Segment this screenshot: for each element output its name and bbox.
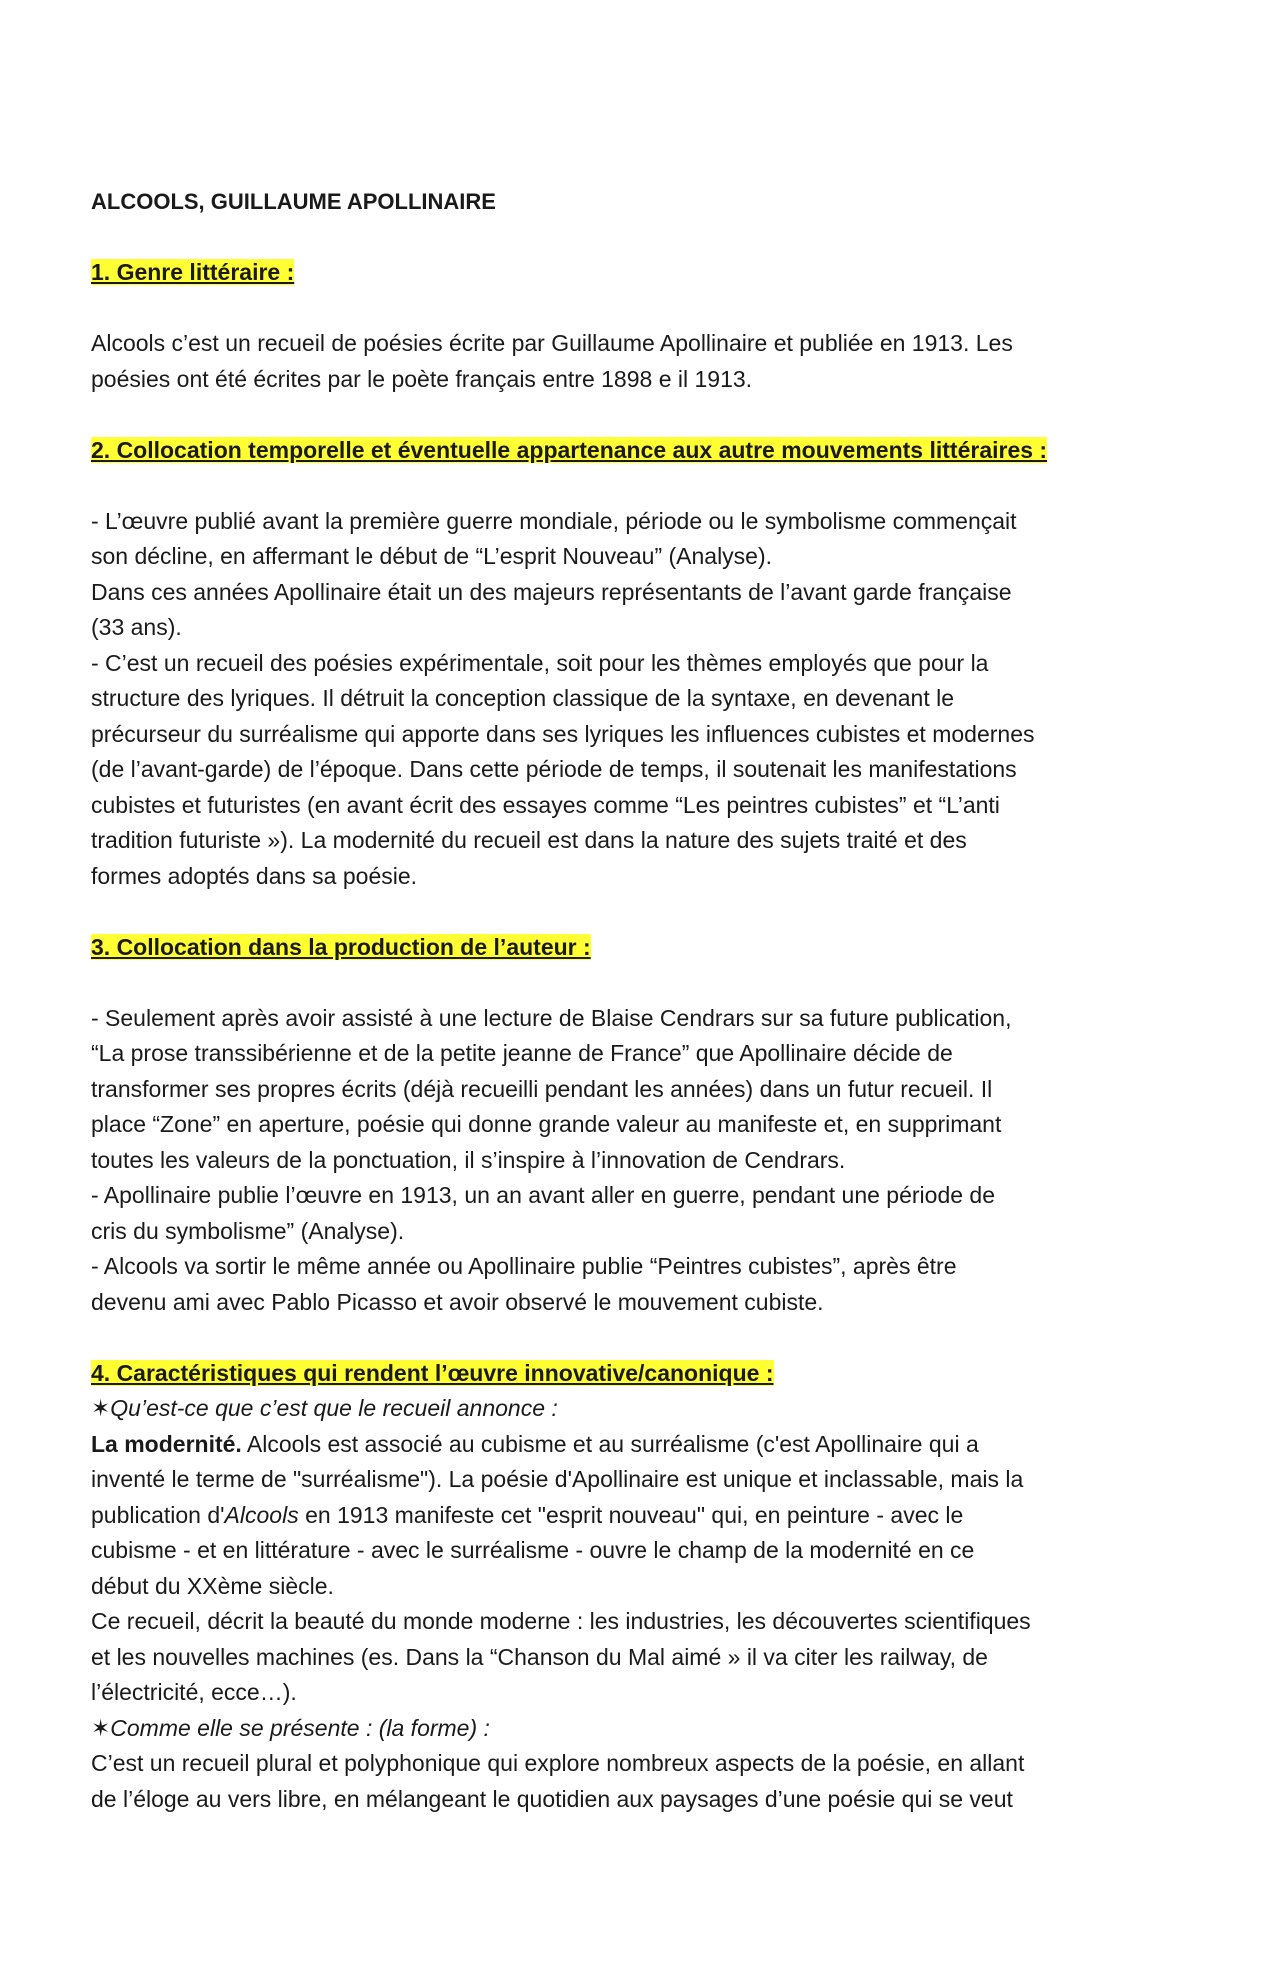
paragraph-line: place “Zone” en aperture, poésie qui donne grande valeur au manifeste et, en supprimant [91,1111,1002,1137]
book-title: Alcools [224,1501,299,1528]
paragraph-line: toutes les valeurs de la ponctuation, il s’inspire à l’innovation de Cendrars. [91,1146,846,1173]
paragraph-line: La modernité. Alcools est associé au cubisme et au surréalisme (c'est Apollinaire qui a [91,1430,979,1457]
paragraph-line: Dans ces années Apollinaire était un des majeurs représentants de l’avant garde française [91,578,1012,605]
paragraph-line: précurseur du surréalisme qui apporte dans ses lyriques les influences cubistes et modernes [91,720,1035,747]
paragraph-line: de l’éloge au vers libre, en mélangeant le quotidien aux paysages d’une poésie qui se veut [91,1785,1013,1812]
question-line: ✶Qu’est-ce que c’est que le recueil annonce : [91,1395,558,1421]
paragraph-line: cubistes et futuristes (en avant écrit des essayes comme “Les peintres cubistes” et “L’anti [91,791,1000,818]
paragraph-line: cris du symbolisme” (Analyse). [91,1217,405,1244]
paragraph-line: - Apollinaire publie l’œuvre en 1913, un an avant aller en guerre, pendant une période de [91,1182,996,1208]
document-page [91,184,1191,1817]
paragraph-line: inventé le terme de "surréalisme"). La poésie d'Apollinaire est unique et inclassable, mais la [91,1466,1024,1492]
question-line: ✶Comme elle se présente : (la forme) : [91,1714,490,1741]
paragraph-line: l’électricité, ecce…). [91,1679,297,1705]
section-4-heading: 4. Caractéristiques qui rendent l’œuvre innovative/canonique : [91,1359,774,1386]
paragraph-line: “La prose transsibérienne et de la petite jeanne de France” que Apollinaire décide de [91,1040,953,1066]
paragraph-line: publication d'Alcools en 1913 manifeste cet "esprit nouveau" qui, en peinture - avec le [91,1501,964,1528]
section-2-heading: 2. Collocation temporelle et éventuelle appartenance aux autre mouvements littéraires : [91,436,1048,463]
bold-term: La modernité. [91,1430,242,1457]
paragraph-line: son décline, en affermant le début de “L’esprit Nouveau” (Analyse). [91,543,773,569]
paragraph-line: structure des lyriques. Il détruit la conception classique de la syntaxe, en devenant le [91,685,954,711]
paragraph-line: - L’œuvre publié avant la première guerre mondiale, période ou le symbolisme commençait [91,507,1017,534]
paragraph-line: et les nouvelles machines (es. Dans la “Chanson du Mal aimé » il va citer les railway, de [91,1643,988,1670]
paragraph-line: - C’est un recueil des poésies expérimentale, soit pour les thèmes employés que pour la [91,649,989,676]
paragraph-line: devenu ami avec Pablo Picasso et avoir observé le mouvement cubiste. [91,1288,824,1315]
section-1-heading: 1. Genre littéraire : [91,259,295,285]
paragraph-line: - Seulement après avoir assisté à une lecture de Blaise Cendrars sur sa future publication, [91,1004,1012,1031]
paragraph-line: cubisme - et en littérature - avec le surréalisme - ouvre le champ de la modernité en ce [91,1537,975,1563]
document-title: ALCOOLS, GUILLAUME APOLLINAIRE [91,189,496,214]
section-3-heading: 3. Collocation dans la production de l’auteur : [91,933,591,960]
paragraph-line: formes adoptés dans sa poésie. [91,862,418,889]
paragraph-line: transformer ses propres écrits (déjà recueilli pendant les années) dans un futur recueil. Il [91,1075,993,1102]
paragraph-line: Alcools c’est un recueil de poésies écrite par Guillaume Apollinaire et publiée en 1913. Les [91,330,1013,356]
paragraph-line: tradition futuriste »). La modernité du recueil est dans la nature des sujets traité et des [91,827,967,853]
paragraph-line: poésies ont été écrites par le poète français entre 1898 e il 1913. [91,365,753,392]
paragraph-line: début du XXème siècle. [91,1572,334,1599]
paragraph-line: C’est un recueil plural et polyphonique qui explore nombreux aspects de la poésie, en allant [91,1750,1025,1776]
paragraph-line: Ce recueil, décrit la beauté du monde moderne : les industries, les découvertes scientifiques [91,1608,1031,1634]
paragraph-line: (33 ans). [91,614,182,640]
paragraph-line: - Alcools va sortir le même année ou Apollinaire publie “Peintres cubistes”, après être [91,1253,957,1279]
paragraph-line: (de l’avant-garde) de l’époque. Dans cette période de temps, il soutenait les manifestations [91,756,1017,782]
